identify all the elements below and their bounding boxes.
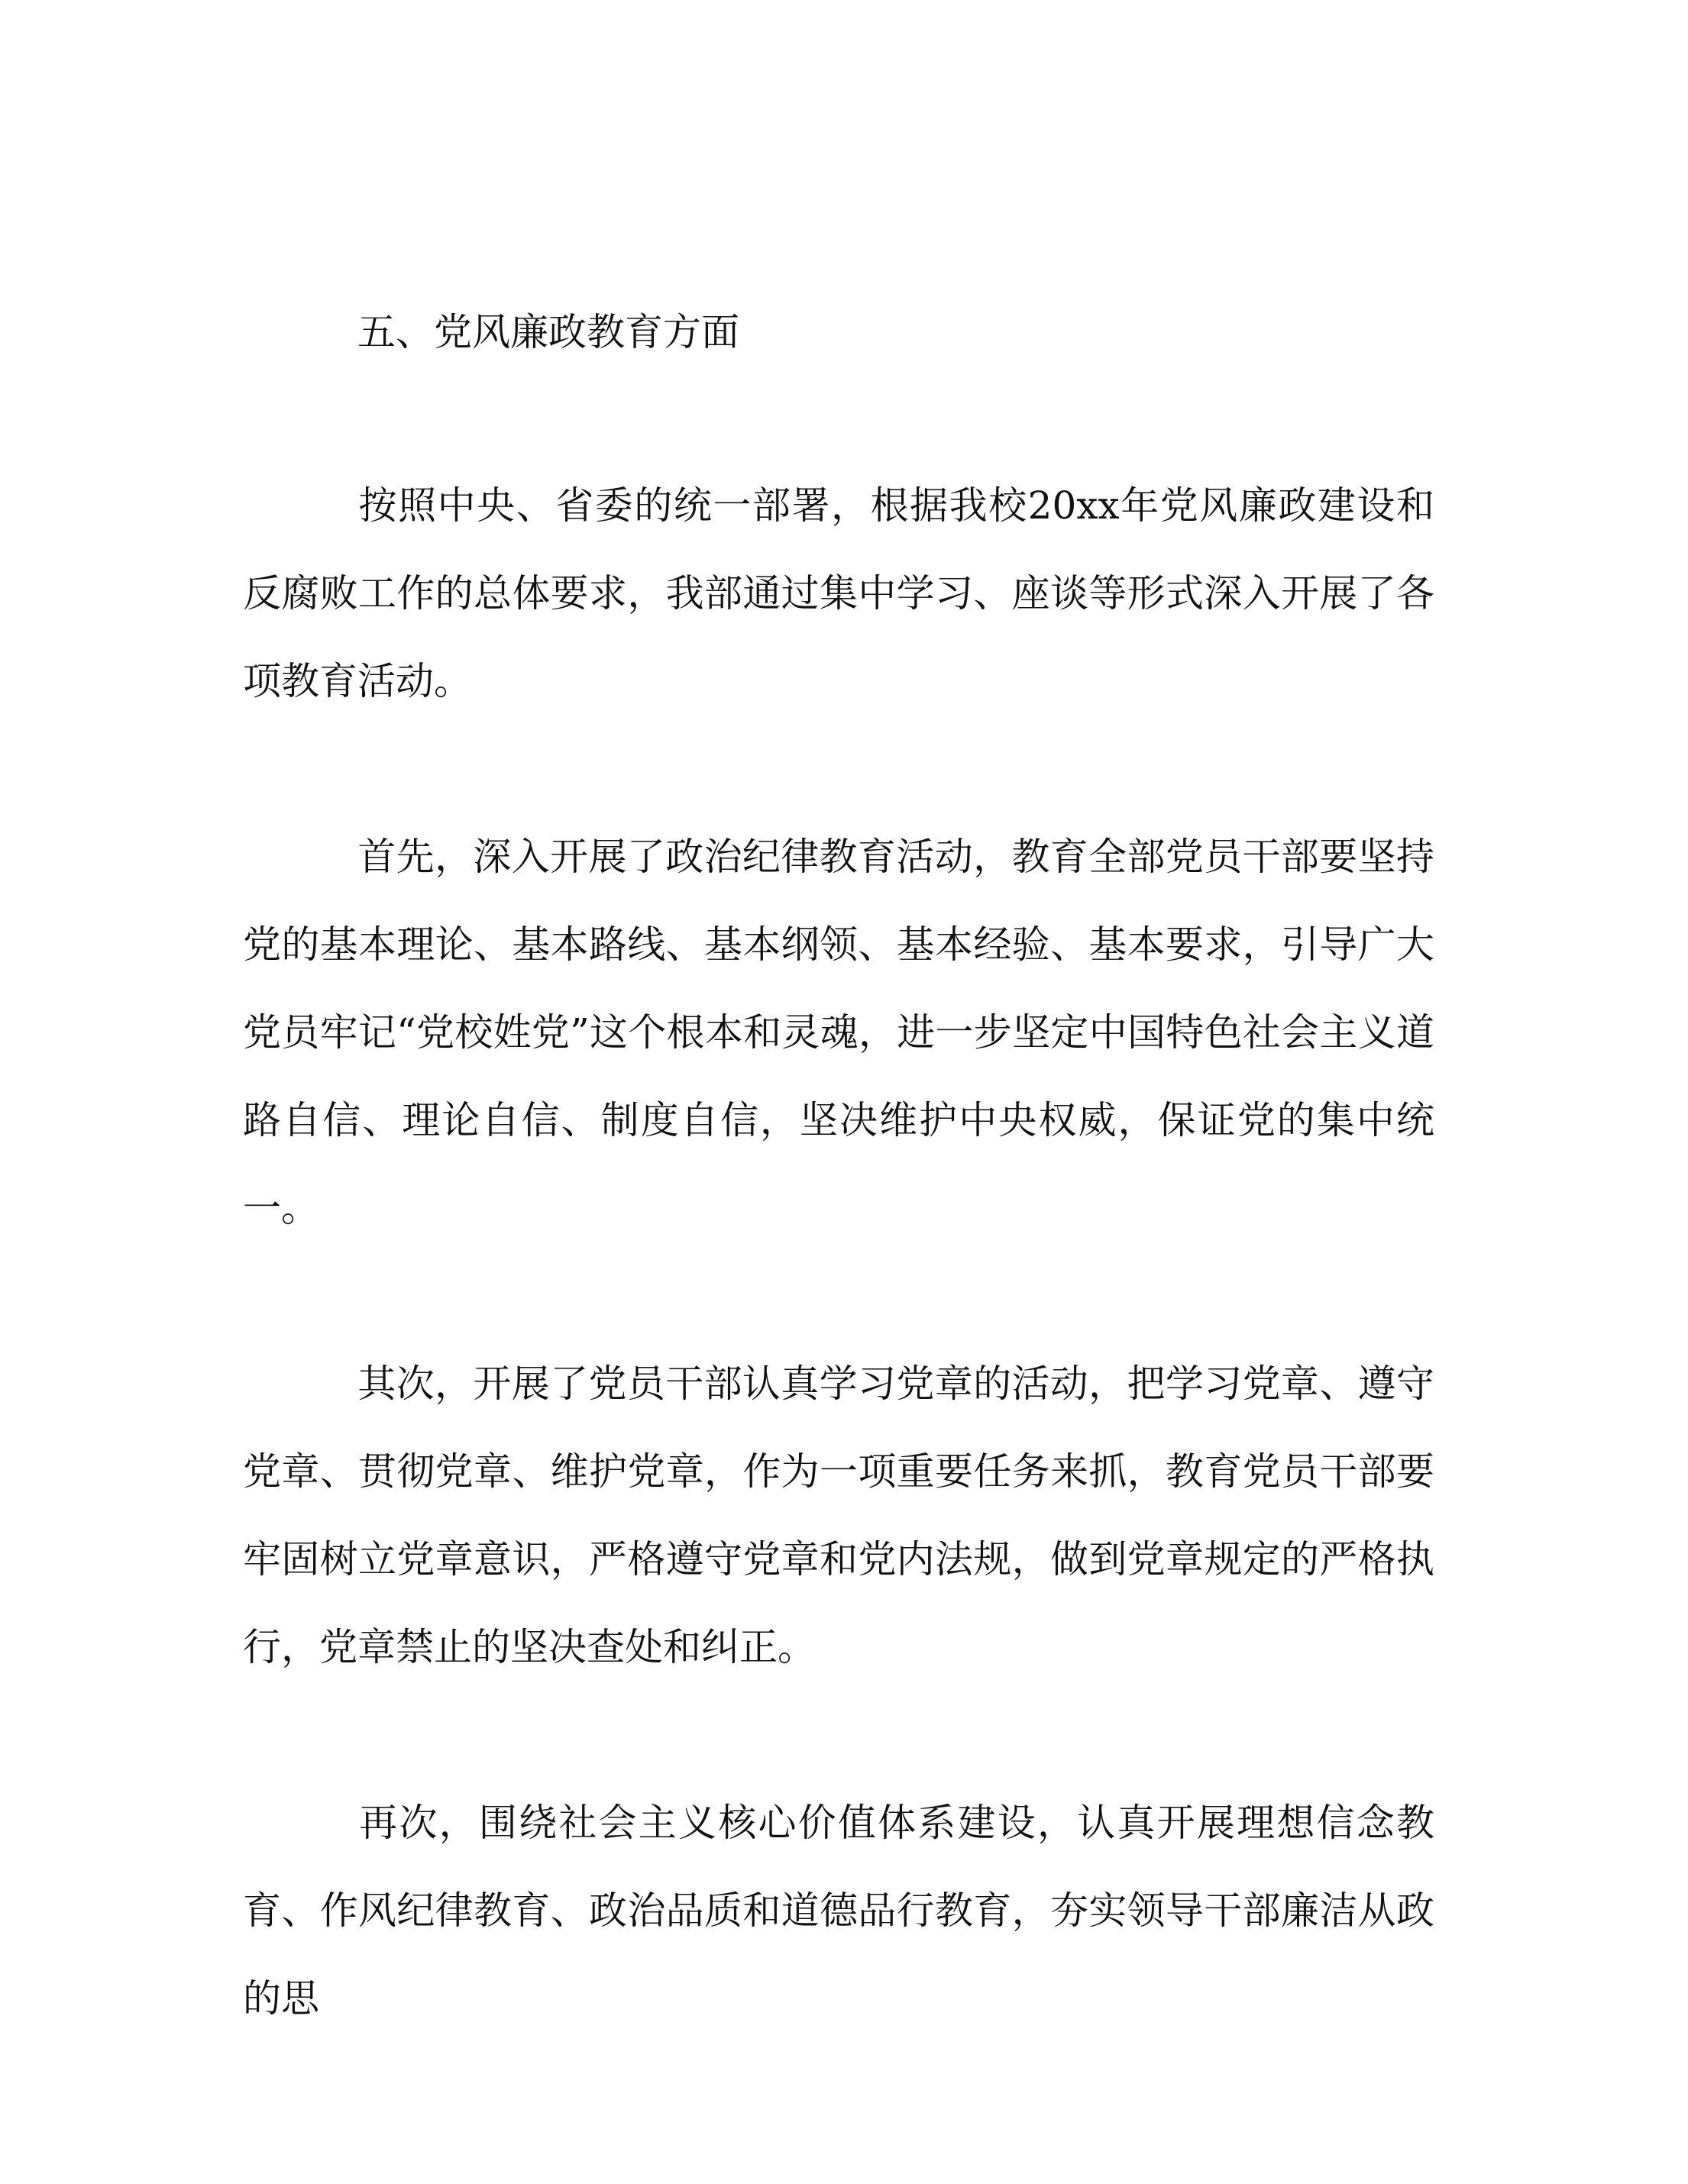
paragraph-gap — [243, 725, 1434, 813]
paragraph-gap — [243, 1691, 1434, 1779]
paragraph-text: 其次，开展了党员干部认真学习党章的活动，把学习党章、遵守党章、贯彻党章、维护党章，作为一项重要任务来抓，教育党员干部要牢固树立党章意识，严格遵守党章和党内法规，做到党章规定的严格执行，党章禁止的坚决查处和纠正。 — [243, 1362, 1434, 1669]
paragraph-4 — [243, 1779, 1434, 2043]
paragraph-3 — [243, 1340, 1434, 1691]
spacer — [243, 374, 1434, 462]
paragraph-2 — [243, 813, 1434, 1252]
paragraph-1 — [243, 462, 1434, 725]
document-body — [243, 290, 1434, 2043]
paragraph-text: 再次，围绕社会主义核心价值体系建设，认真开展理想信念教育、作风纪律教育、政治品质和道德品行教育，夯实领导干部廉洁从政的思 — [243, 1801, 1434, 2021]
section-heading: 五、党风廉政教育方面 — [357, 310, 739, 354]
paragraph-text: 按照中央、省委的统一部署，根据我校20xx年党风廉政建设和反腐败工作的总体要求，我部通过集中学习、座谈等形式深入开展了各项教育活动。 — [243, 483, 1434, 703]
paragraph-text: 首先，深入开展了政治纪律教育活动，教育全部党员干部要坚持党的基本理论、基本路线、基本纲领、基本经验、基本要求，引导广大党员牢记“党校姓党”这个根本和灵魂，进一步坚定中国特色社会主义道路自信、理论自信、制度自信，坚决维护中央权威，保证党的集中统一。 — [243, 835, 1434, 1230]
paragraph-gap — [243, 1252, 1434, 1340]
